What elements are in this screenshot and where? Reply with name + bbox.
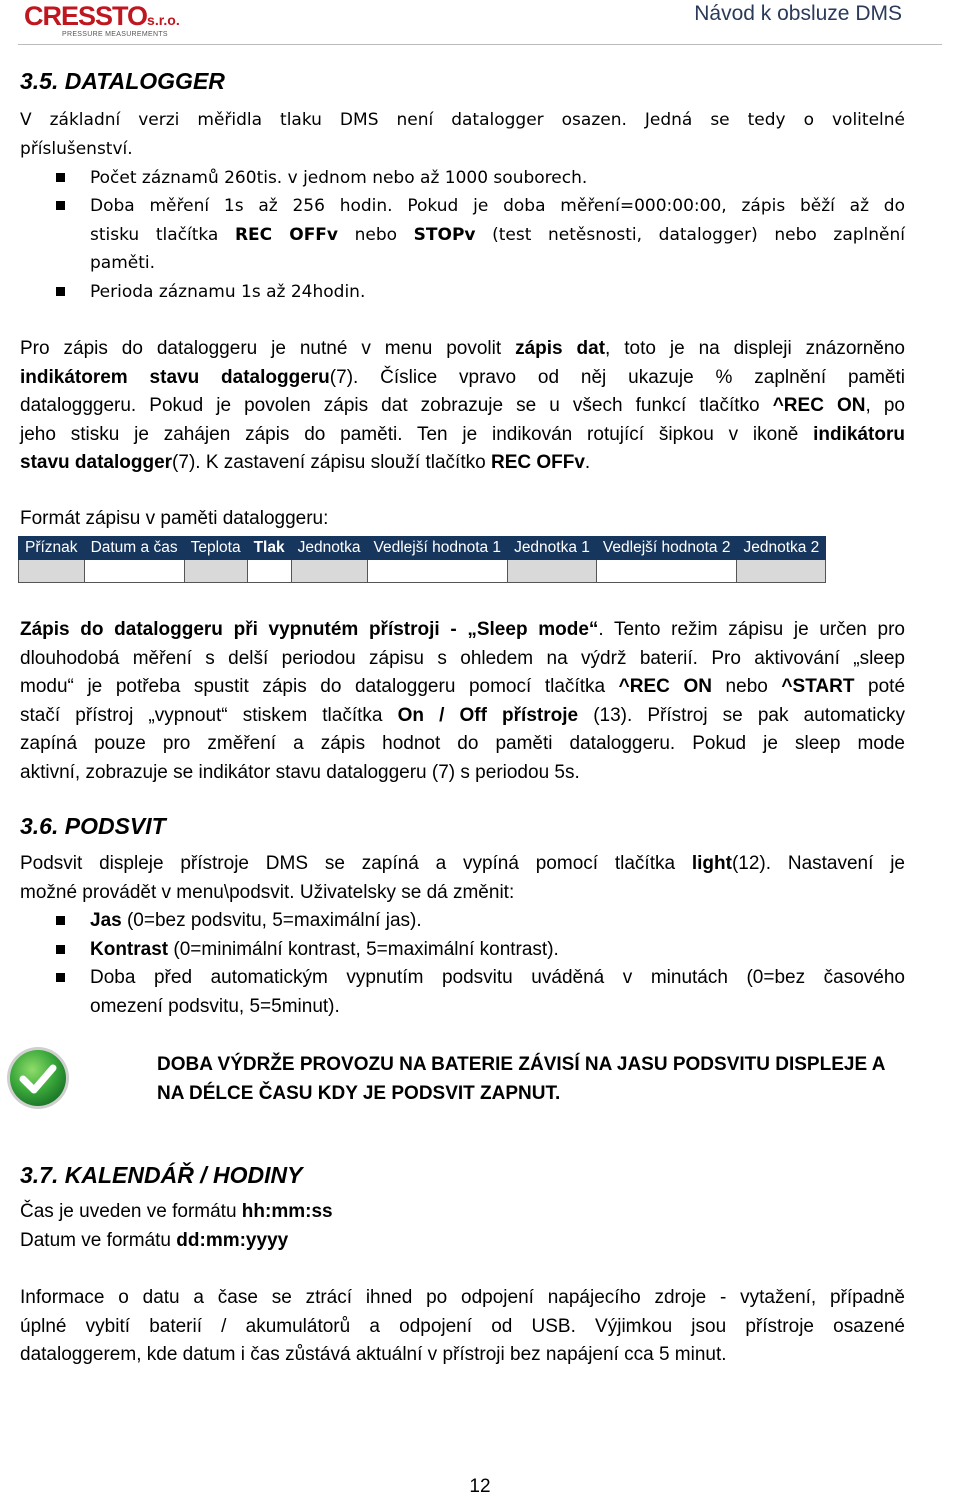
battery-warning [157, 1051, 917, 1108]
time-format: Čas je uveden ve formátu hh:mm:ss Datum ve formátu dd:mm:yyyy [20, 1201, 333, 1251]
bullet-square-icon [56, 945, 65, 954]
bullet-brightness: Jas (0=bez podsvitu, 5=maximální jas). [56, 907, 905, 936]
table-header-cell: Jednotka [291, 537, 367, 560]
bullet-measure-duration [56, 192, 905, 278]
document-title: Návod k obsluze DMS [694, 2, 902, 25]
table-cell [19, 560, 85, 583]
warning-line-2: NA DÉLCE ČASU KDY JE PODSVIT ZAPNUT. [157, 1082, 561, 1104]
datalogger-intro [20, 106, 905, 163]
bullet-text: Perioda záznamu 1s až 24hodin. [90, 282, 366, 302]
check-circle-icon [5, 1045, 71, 1111]
warning-line-1: DOBA VÝDRŽE PROVOZU NA BATERIE ZÁVISÍ NA JASU PODSVITU DISPLEJE A [157, 1054, 886, 1075]
logo-suffix: s.r.o. [147, 12, 180, 28]
bullet-square-icon [56, 201, 65, 210]
table-cell [367, 560, 508, 583]
format-label: Formát zápisu v paměti dataloggeru: [20, 508, 329, 529]
table-header-cell: Teplota [184, 537, 247, 560]
sleep-mode-paragraph: Zápis do dataloggeru při vypnutém přístroji - „Sleep mode“. Tento režim zápisu je určen pro dlouhodobá měření s delší periodou zápisu s ohledem na výdrž baterií. Pro aktivování „sleep modu“ je potřeba spustit zápis do dataloggeru pomocí tlačítka ^REC ON nebo ^START poté stačí přístroj „vypnout“ stiskem tlačítka On / Off přístroje (13). Přístroj se pak automaticky zapíná pouze pro změření a zápis hodnot do paměti dataloggeru. Pokud je sleep mode aktivní, zobrazuje se indikátor stavu dataloggeru (7) s periodou 5s. [20, 619, 906, 783]
section-heading-datalogger: 3.5. DATALOGGER [20, 68, 225, 94]
table-header-cell: Jednotka 2 [737, 537, 826, 560]
table-cell [596, 560, 737, 583]
bullet-record-period [56, 278, 905, 307]
bullet-auto-off: Doba před automatickým vypnutím podsvitu uváděná v minutách (0=bez časového omezení podsvitu, 5=5minut). [56, 964, 905, 1021]
bullet-text: Počet záznamů 260tis. v jednom nebo až 1000 souborech. [90, 168, 588, 188]
table-header-cell: Jednotka 1 [508, 537, 597, 560]
section-heading-podsvit: 3.6. PODSVIT [20, 813, 166, 839]
table-header-cell: Příznak [19, 537, 85, 560]
bullet-square-icon [56, 287, 65, 296]
table-header-cell: Vedlejší hodnota 2 [596, 537, 737, 560]
logo-text: CRESSTO [24, 1, 148, 31]
table-header-cell: Datum a čas [84, 537, 184, 560]
table-cell [291, 560, 367, 583]
page-number: 12 [469, 1476, 491, 1497]
table-cell [184, 560, 247, 583]
company-logo [24, 1, 180, 38]
bullet-square-icon [56, 916, 65, 925]
table-header-cell: Tlak [247, 537, 291, 560]
clock-info-paragraph: Informace o datu a čase se ztrácí ihned po odpojení napájecího zdroje - vytažení, případně úplné vybití baterií / akumulátorů a odpojení od USB. Výjimkou jsou přístroje osazené dataloggerem, kde datum i čas zůstává aktuální v přístroji bez napájení cca 5 minut. [20, 1287, 905, 1365]
table-header-cell: Vedlejší hodnota 1 [367, 537, 508, 560]
table-cell [84, 560, 184, 583]
bullet-square-icon [56, 973, 65, 982]
header-divider [18, 44, 942, 45]
record-format-header-row [19, 537, 826, 560]
bullet-contrast: Kontrast (0=minimální kontrast, 5=maximální kontrast). [56, 936, 905, 965]
bullet-square-icon [56, 173, 65, 182]
table-cell [508, 560, 597, 583]
logo-tagline: PRESSURE MEASUREMENTS [62, 31, 168, 38]
table-cell [247, 560, 291, 583]
datalogger-paragraph: Pro zápis do dataloggeru je nutné v menu povolit zápis dat, toto je na displeji znázorněno indikátorem stavu dataloggeru(7). Číslice vpravo od něj ukazuje % zaplnění paměti datalogggeru. Pokud je povolen zápis dat zobrazuje se u všech funkcí tlačítko ^REC ON, po jeho stisku je zahájen zápis do paměti. Ten je indikován rotující šipkou v ikoně indikátoru stavu datalogger(7). K zastavení zápisu slouží tlačítko REC OFFv. [20, 338, 905, 473]
bullet-record-count [56, 164, 905, 193]
section-heading-kalendar: 3.7. KALENDÁŘ / HODINY [20, 1162, 303, 1188]
record-format-sample-row [19, 560, 826, 583]
intro-line-2: příslušenství. [20, 138, 133, 159]
intro-line-1: V základní verzi měřidla tlaku DMS není datalogger osazen. Jedná se tedy o volitelné [20, 110, 905, 130]
bullet-line-3: paměti. [90, 253, 156, 273]
record-format-table [18, 536, 826, 583]
bullet-line-1: Doba měření 1s až 256 hodin. Pokud je doba měření=000:00:00, zápis běží až do [90, 196, 905, 216]
table-cell [737, 560, 826, 583]
backlight-paragraph: Podsvit displeje přístroje DMS se zapíná a vypíná pomocí tlačítka light(12). Nastavení je možné provádět v menu\podsvit. Uživatelsky se dá změnit: [20, 853, 905, 903]
bullet-line-2: stisku tlačítka REC OFFv nebo STOPv (test netěsnosti, datalogger) nebo zaplnění [90, 224, 905, 245]
